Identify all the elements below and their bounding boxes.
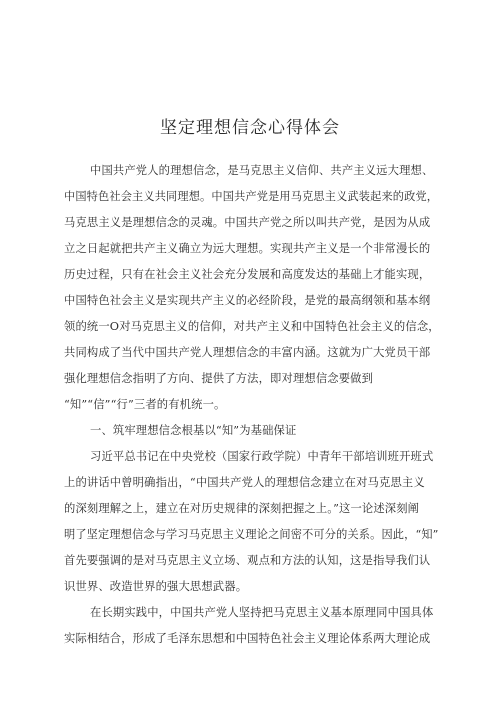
paragraph-line: “知”“信”“行”三者的有机统一。 xyxy=(64,398,226,411)
paragraph-line: 中国特色社会主义是实现共产主义的必经阶段，是党的最高纲领和基本纲 xyxy=(64,294,431,307)
paragraph-line: 在长期实践中，中国共产党人坚持把马克思主义基本原理同中国具体 xyxy=(90,606,434,619)
paragraph-line: 中国特色社会主义共同理想。中国共产党是用马克思主义武装起来的政党， xyxy=(64,190,439,203)
paragraph-line: 实际相结合，形成了毛泽东思想和中国特色社会主义理论体系两大理论成 xyxy=(64,632,431,645)
section-heading: 一、筑牢理想信念根基以“知”为基础保证 xyxy=(90,424,297,437)
paragraph-line: 强化理想信念指明了方向、提供了方法，即对理想信念要做到 xyxy=(64,372,374,385)
document-title: 坚定理想信念心得体会 xyxy=(160,118,340,138)
paragraph-line: 明了坚定理想信念与学习马克思主义理论之间密不可分的关系。因此，“知” xyxy=(64,528,439,541)
paragraph-line: 马克思主义是理想信念的灵魂。中国共产党之所以叫共产党，是因为从成 xyxy=(64,216,431,229)
paragraph-line: 历史过程，只有在社会主义社会充分发展和高度发达的基础上才能实现， xyxy=(64,268,431,281)
paragraph-line: 领的统一O对马克思主义的信仰，对共产主义和中国特色社会主义的信念， xyxy=(64,320,440,333)
paragraph-line: 立之日起就把共产主义确立为远大理想。实现共产主义是一个非常漫长的 xyxy=(64,242,431,255)
paragraph-line: 的深刻理解之上，建立在对历史规律的深刻把握之上。”这一论述深刻阐 xyxy=(64,502,420,515)
paragraph-line: 共同构成了当代中国共产党人理想信念的丰富内涵。这就为广大党员干部 xyxy=(64,346,431,359)
paragraph-line: 习近平总书记在中央党校（国家行政学院）中青年干部培训班开班式 xyxy=(90,450,434,463)
paragraph-line: 识世界、改造世界的强大思想武器。 xyxy=(64,580,248,593)
paragraph-line: 中国共产党人的理想信念，是马克思主义信仰、共产主义远大理想、 xyxy=(90,164,434,177)
paragraph-line: 上的讲话中曾明确指出，“中国共产党人的理想信念建立在对马克思主义 xyxy=(64,476,425,489)
paragraph-line: 首先要强调的是对马克思主义立场、观点和方法的认知，这是指导我们认 xyxy=(64,554,431,567)
